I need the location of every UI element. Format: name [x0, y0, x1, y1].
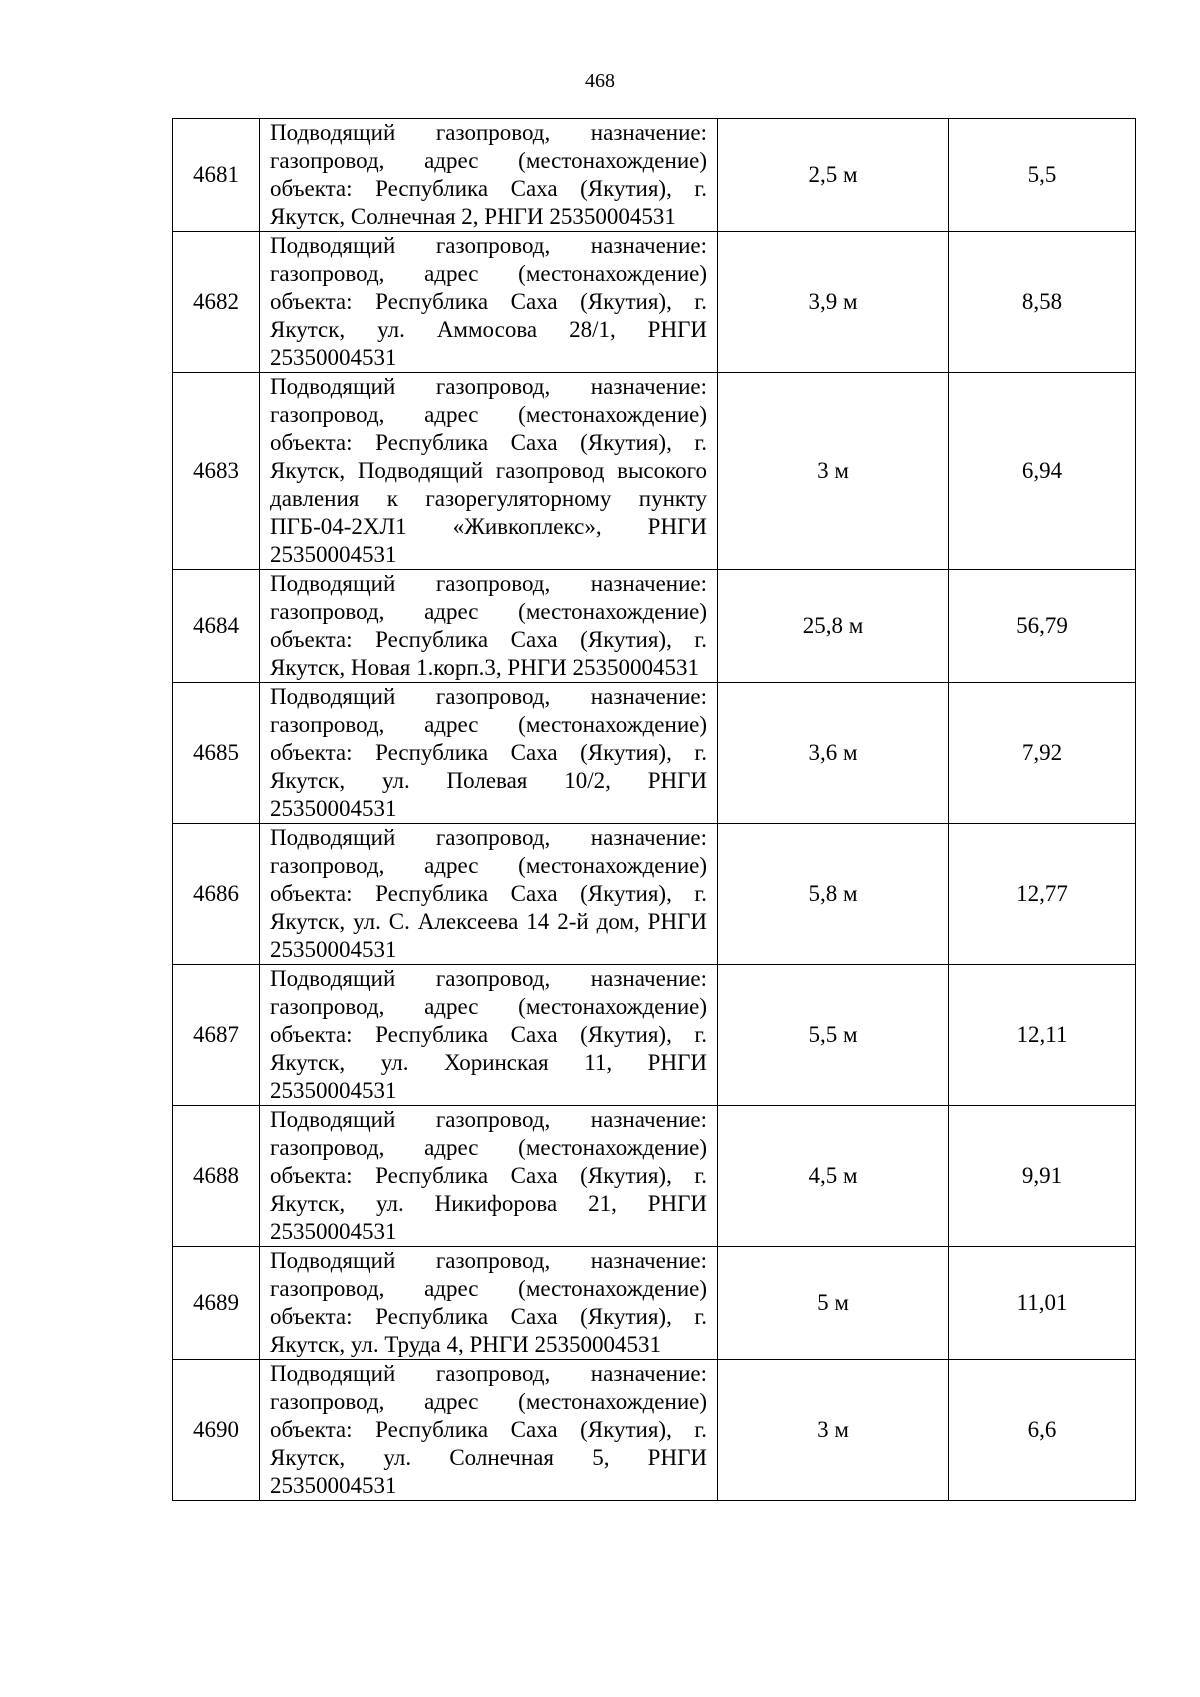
row-length: 5 м — [718, 1247, 949, 1360]
row-number: 4685 — [173, 683, 260, 824]
row-description: Подводящий газопровод, назначение: газопровод, адрес (местонахождение) объекта: Республика Саха (Якутия), г. Якутск, ул. Хоринская 11, РНГИ 25350004531 — [260, 965, 718, 1106]
row-value: 9,91 — [949, 1106, 1136, 1247]
row-description: Подводящий газопровод, назначение: газопровод, адрес (местонахождение) объекта: Республика Саха (Якутия), г. Якутск, Подводящий газопровод высокого давления к газорегуляторному пункту ПГБ-04-2ХЛ1 «Живкоплекс», РНГИ 25350004531 — [260, 373, 718, 570]
table-row — [173, 683, 1136, 824]
row-description: Подводящий газопровод, назначение: газопровод, адрес (местонахождение) объекта: Республика Саха (Якутия), г. Якутск, ул. Солнечная 5, РНГИ 25350004531 — [260, 1360, 718, 1501]
table-row — [173, 965, 1136, 1106]
row-value: 56,79 — [949, 570, 1136, 683]
table-row — [173, 1106, 1136, 1247]
row-description: Подводящий газопровод, назначение: газопровод, адрес (местонахождение) объекта: Республика Саха (Якутия), г. Якутск, ул. С. Алексеева 14 2-й дом, РНГИ 25350004531 — [260, 824, 718, 965]
row-number: 4687 — [173, 965, 260, 1106]
row-description: Подводящий газопровод, назначение: газопровод, адрес (местонахождение) объекта: Республика Саха (Якутия), г. Якутск, ул. Никифорова 21, РНГИ 25350004531 — [260, 1106, 718, 1247]
row-length: 3 м — [718, 1360, 949, 1501]
row-value: 11,01 — [949, 1247, 1136, 1360]
table-row — [173, 570, 1136, 683]
row-value: 7,92 — [949, 683, 1136, 824]
table-row — [173, 1360, 1136, 1501]
row-value: 6,6 — [949, 1360, 1136, 1501]
table-row — [173, 119, 1136, 232]
row-length: 25,8 м — [718, 570, 949, 683]
row-length: 2,5 м — [718, 119, 949, 232]
row-number: 4681 — [173, 119, 260, 232]
table-row — [173, 824, 1136, 965]
row-value: 8,58 — [949, 232, 1136, 373]
table-row — [173, 373, 1136, 570]
table-row — [173, 1247, 1136, 1360]
row-value: 5,5 — [949, 119, 1136, 232]
row-number: 4683 — [173, 373, 260, 570]
row-value: 6,94 — [949, 373, 1136, 570]
row-description: Подводящий газопровод, назначение: газопровод, адрес (местонахождение) объекта: Республика Саха (Якутия), г. Якутск, Новая 1.корп.3, РНГИ 25350004531 — [260, 570, 718, 683]
row-value: 12,11 — [949, 965, 1136, 1106]
row-length: 5,8 м — [718, 824, 949, 965]
row-description: Подводящий газопровод, назначение: газопровод, адрес (местонахождение) объекта: Республика Саха (Якутия), г. Якутск, Солнечная 2, РНГИ 25350004531 — [260, 119, 718, 232]
registry-table — [172, 118, 1136, 1501]
row-number: 4686 — [173, 824, 260, 965]
row-length: 3,9 м — [718, 232, 949, 373]
row-length: 3,6 м — [718, 683, 949, 824]
page-number: 468 — [585, 70, 615, 92]
row-number: 4690 — [173, 1360, 260, 1501]
row-description: Подводящий газопровод, назначение: газопровод, адрес (местонахождение) объекта: Республика Саха (Якутия), г. Якутск, ул. Полевая 10/2, РНГИ 25350004531 — [260, 683, 718, 824]
row-length: 5,5 м — [718, 965, 949, 1106]
row-number: 4684 — [173, 570, 260, 683]
table-row — [173, 232, 1136, 373]
row-description: Подводящий газопровод, назначение: газопровод, адрес (местонахождение) объекта: Республика Саха (Якутия), г. Якутск, ул. Аммосова 28/1, РНГИ 25350004531 — [260, 232, 718, 373]
row-number: 4689 — [173, 1247, 260, 1360]
row-value: 12,77 — [949, 824, 1136, 965]
row-description: Подводящий газопровод, назначение: газопровод, адрес (местонахождение) объекта: Республика Саха (Якутия), г. Якутск, ул. Труда 4, РНГИ 25350004531 — [260, 1247, 718, 1360]
row-length: 4,5 м — [718, 1106, 949, 1247]
row-length: 3 м — [718, 373, 949, 570]
row-number: 4688 — [173, 1106, 260, 1247]
row-number: 4682 — [173, 232, 260, 373]
